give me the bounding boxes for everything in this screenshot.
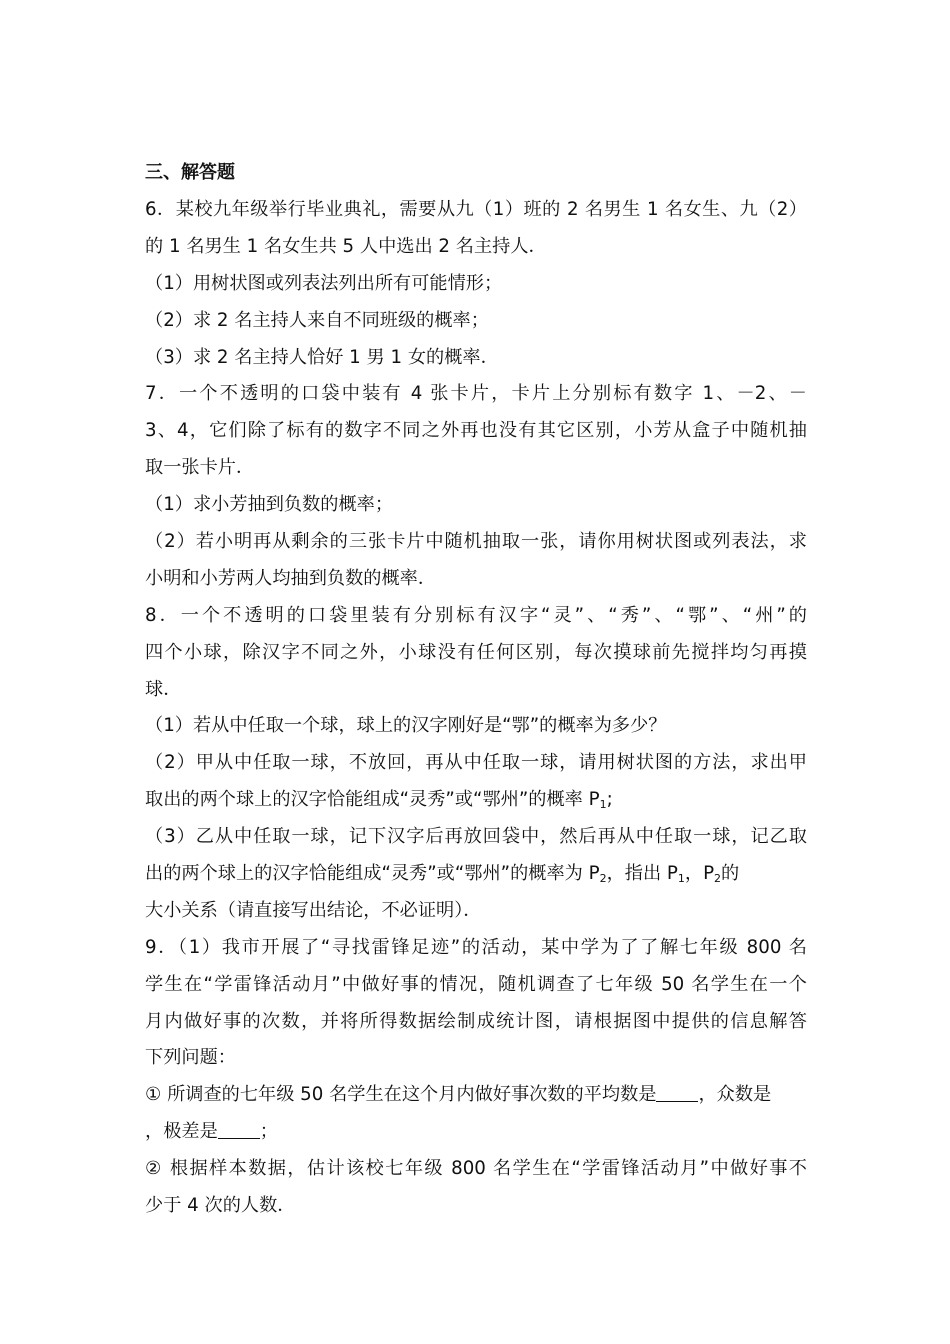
subscript-2a: 2 xyxy=(599,872,607,886)
answer-blank-range[interactable] xyxy=(218,1122,260,1139)
question-8 xyxy=(145,598,807,930)
section-title: 三、解答题 xyxy=(145,162,235,183)
q6-line-2: 的 1 名男生 1 名女生共 5 人中选出 2 名主持人． xyxy=(145,235,547,257)
q9-item-1-line-2 xyxy=(145,1114,807,1151)
q7-sub-2-line-2: 小明和小芳两人均抽到负数的概率． xyxy=(145,567,437,589)
q9-item-1-text-b: ，众数是 xyxy=(698,1084,772,1106)
q9-item-2-line-1: ② 根据样本数据，估计该校七年级 800 名学生在“学雷锋活动月”中做好事不 xyxy=(145,1158,807,1180)
q9-item-1-line-1 xyxy=(145,1077,807,1114)
question-9 xyxy=(145,930,807,1225)
q8-sub-2-text: 取出的两个球上的汉字恰能组成“灵秀”或“鄂州”的概率 P xyxy=(145,789,600,811)
q9-item-1-text-d: ； xyxy=(259,1121,278,1143)
answer-blank-mean[interactable] xyxy=(656,1085,698,1102)
q9-line-4: 下列问题： xyxy=(145,1047,236,1069)
q8-sub-3-line-3: 大小关系（请直接写出结论，不必证明）． xyxy=(145,899,482,921)
q7-line-3: 取一张卡片． xyxy=(145,457,255,479)
question-7 xyxy=(145,376,807,597)
subscript-1: 1 xyxy=(599,798,607,812)
q8-sub-3-line-2 xyxy=(145,856,807,893)
document-page xyxy=(145,158,807,1225)
q8-line-2: 四个小球，除汉字不同之外，小球没有任何区别，每次摸球前先搅拌均匀再摸 xyxy=(145,641,807,663)
q6-sub-1: （1）用树状图或列表法列出所有可能情形； xyxy=(145,272,503,294)
q9-item-1-text-a: ① 所调查的七年级 50 名学生在这个月内做好事次数的平均数是 xyxy=(145,1084,657,1106)
q7-line-2: 3、4，它们除了标有的数字不同之外再也没有其它区别，小芳从盒子中随机抽 xyxy=(145,420,807,442)
q6-sub-2: （2）求 2 名主持人来自不同班级的概率； xyxy=(145,309,489,331)
q8-line-3: 球． xyxy=(145,678,182,700)
q7-sub-1: （1）求小芳抽到负数的概率； xyxy=(145,494,394,516)
q7-line-1: 7．一个不透明的口袋中装有 4 张卡片，卡片上分别标有数字 1、－2、－ xyxy=(145,383,807,405)
q7-sub-2-line-1: （2）若小明再从剩余的三张卡片中随机抽取一张，请你用树状图或列表法，求 xyxy=(145,531,807,553)
q9-item-1-text-c: ，极差是 xyxy=(145,1121,218,1143)
q8-line-1: 8．一个不透明的口袋里装有分别标有汉字“灵”、“秀”、“鄂”、“州”的 xyxy=(145,604,807,626)
q9-line-2: 学生在“学雷锋活动月”中做好事的情况，随机调查了七年级 50 名学生在一个 xyxy=(145,973,807,995)
q9-line-1: 9．（1）我市开展了“寻找雷锋足迹”的活动，某中学为了了解七年级 800 名 xyxy=(145,936,807,958)
q6-sub-3: （3）求 2 名主持人恰好 1 男 1 女的概率． xyxy=(145,346,499,368)
q8-sub-2-line-1: （2）甲从中任取一球，不放回，再从中任取一球，请用树状图的方法，求出甲 xyxy=(145,752,807,774)
subscript-1b: 1 xyxy=(677,872,685,886)
subscript-2c: 2 xyxy=(714,872,722,886)
q8-sub-3-text-a: 出的两个球上的汉字恰能组成“灵秀”或“鄂州”的概率为 P xyxy=(145,863,600,885)
q8-sub-2-end: ; xyxy=(606,789,613,811)
q8-sub-3-line-1: （3）乙从中任取一球，记下汉字后再放回袋中，然后再从中任取一球，记乙取 xyxy=(145,826,807,848)
q8-sub-3-text-c: ，P xyxy=(684,863,715,885)
q6-line-1: 6．某校九年级举行毕业典礼，需要从九（1）班的 2 名男生 1 名女生、九（2） xyxy=(145,199,807,220)
q8-sub-3-text-d: 的 xyxy=(721,863,740,885)
q8-sub-2-line-2 xyxy=(145,782,807,819)
q9-line-3: 月内做好事的次数，并将所得数据绘制成统计图，请根据图中提供的信息解答 xyxy=(145,1010,807,1032)
q8-sub-1: （1）若从中任取一个球，球上的汉字刚好是“鄂”的概率为多少？ xyxy=(145,715,667,737)
question-6 xyxy=(145,192,807,376)
q9-item-2-line-2: 少于 4 次的人数． xyxy=(145,1195,296,1217)
q8-sub-3-text-b: ，指出 P xyxy=(606,863,678,885)
